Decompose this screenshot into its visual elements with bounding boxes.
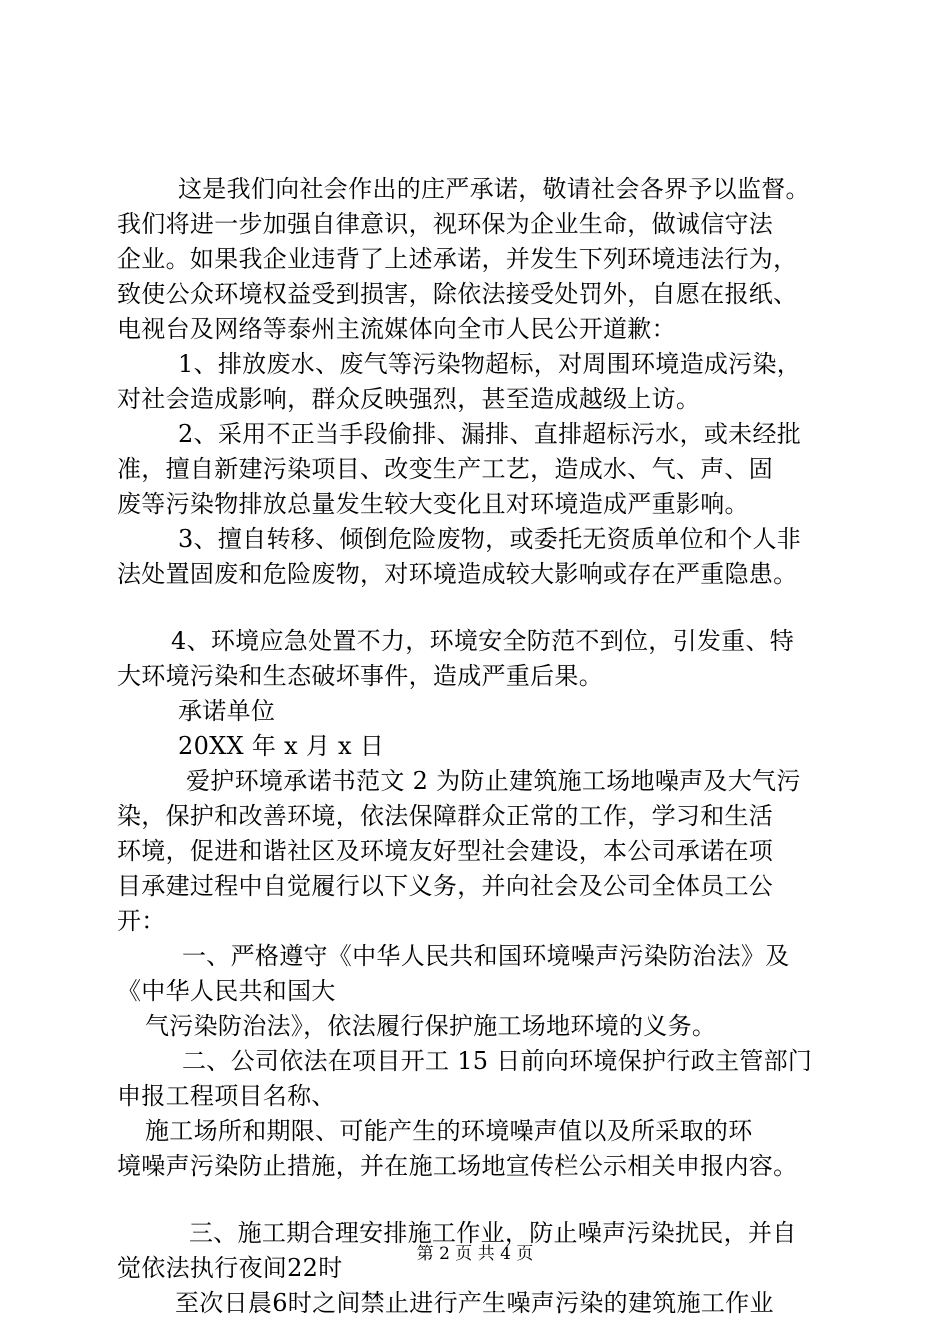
text-line: 4、环境应急处置不力，环境安全防范不到位，引发重、特 — [171, 627, 795, 655]
text-line: 二、公司依法在项目开工 15 日前向环境保护行政主管部门 — [182, 1047, 813, 1075]
text-line: 爱护环境承诺书范文 2 为防止建筑施工场地噪声及大气污 — [186, 767, 801, 795]
page-number-footer: 第 2 页 共 4 页 — [416, 1244, 534, 1264]
text-line: 申报工程项目名称、 — [117, 1082, 336, 1110]
text-line: 境噪声污染防止措施，并在施工场地宣传栏公示相关申报内容。 — [117, 1152, 798, 1180]
text-line: 这是我们向社会作出的庄严承诺，敬请社会各界予以监督。 — [178, 175, 810, 203]
text-line: 一、严格遵守《中华人民共和国环境噪声污染防治法》及 — [182, 942, 790, 970]
text-line: 企业。如果我企业违背了上述承诺，并发生下列环境违法行为， — [117, 245, 798, 273]
text-line: 2、采用不正当手段偷排、漏排、直排超标污水，或未经批 — [178, 420, 802, 448]
document-body — [117, 172, 857, 1321]
text-line: 法处置固废和危险废物，对环境造成较大影响或存在严重隐患。 — [117, 560, 798, 588]
text-line: 3、擅自转移、倾倒危险废物，或委托无资质单位和个人非 — [178, 525, 802, 553]
text-line: 电视台及网络等泰州主流媒体向全市人民公开道歉： — [117, 315, 676, 343]
paragraph-gap — [117, 592, 857, 624]
text-line: 《中华人民共和国大 — [117, 977, 336, 1005]
text-line: 对社会造成影响，群众反映强烈，甚至造成越级上访。 — [117, 385, 701, 413]
text-line: 20XX 年 x 月 x 日 — [178, 732, 385, 760]
text-line: 1、排放废水、废气等污染物超标，对周围环境造成污染， — [178, 350, 802, 378]
text-line: 气污染防治法》，依法履行保护施工场地环境的义务。 — [145, 1012, 717, 1040]
text-line: 大环境污染和生态破坏事件，造成严重后果。 — [117, 662, 603, 690]
text-line: 我们将进一步加强自律意识，视环保为企业生命，做诚信守法 — [117, 210, 774, 238]
text-line: 准，擅自新建污染项目、改变生产工艺，造成水、气、声、固 — [117, 455, 774, 483]
text-line: 废等污染物排放总量发生较大变化且对环境造成严重影响。 — [117, 490, 749, 518]
text-line: 染，保护和改善环境，依法保障群众正常的工作，学习和生活 — [117, 802, 774, 830]
text-line: 至次日晨6时之间禁止进行产生噪声污染的建筑施工作业 — [175, 1289, 774, 1317]
paragraph-gap — [117, 1184, 857, 1216]
text-line: 目承建过程中自觉履行以下义务，并向社会及公司全体员工公 — [117, 872, 774, 900]
text-line: 环境，促进和谐社区及环境友好型社会建设，本公司承诺在项 — [117, 837, 774, 865]
text-line: 觉依法执行夜间22时 — [117, 1254, 343, 1282]
text-line: 承诺单位 — [178, 697, 276, 725]
text-line: 开： — [117, 907, 166, 935]
text-line: 致使公众环境权益受到损害，除依法接受处罚外，自愿在报纸、 — [117, 280, 798, 308]
text-line: 施工场所和期限、可能产生的环境噪声值以及所采取的环 — [145, 1117, 753, 1145]
text-line: 三、施工期合理安排施工作业，防止噪声污染扰民，并自 — [189, 1219, 797, 1247]
